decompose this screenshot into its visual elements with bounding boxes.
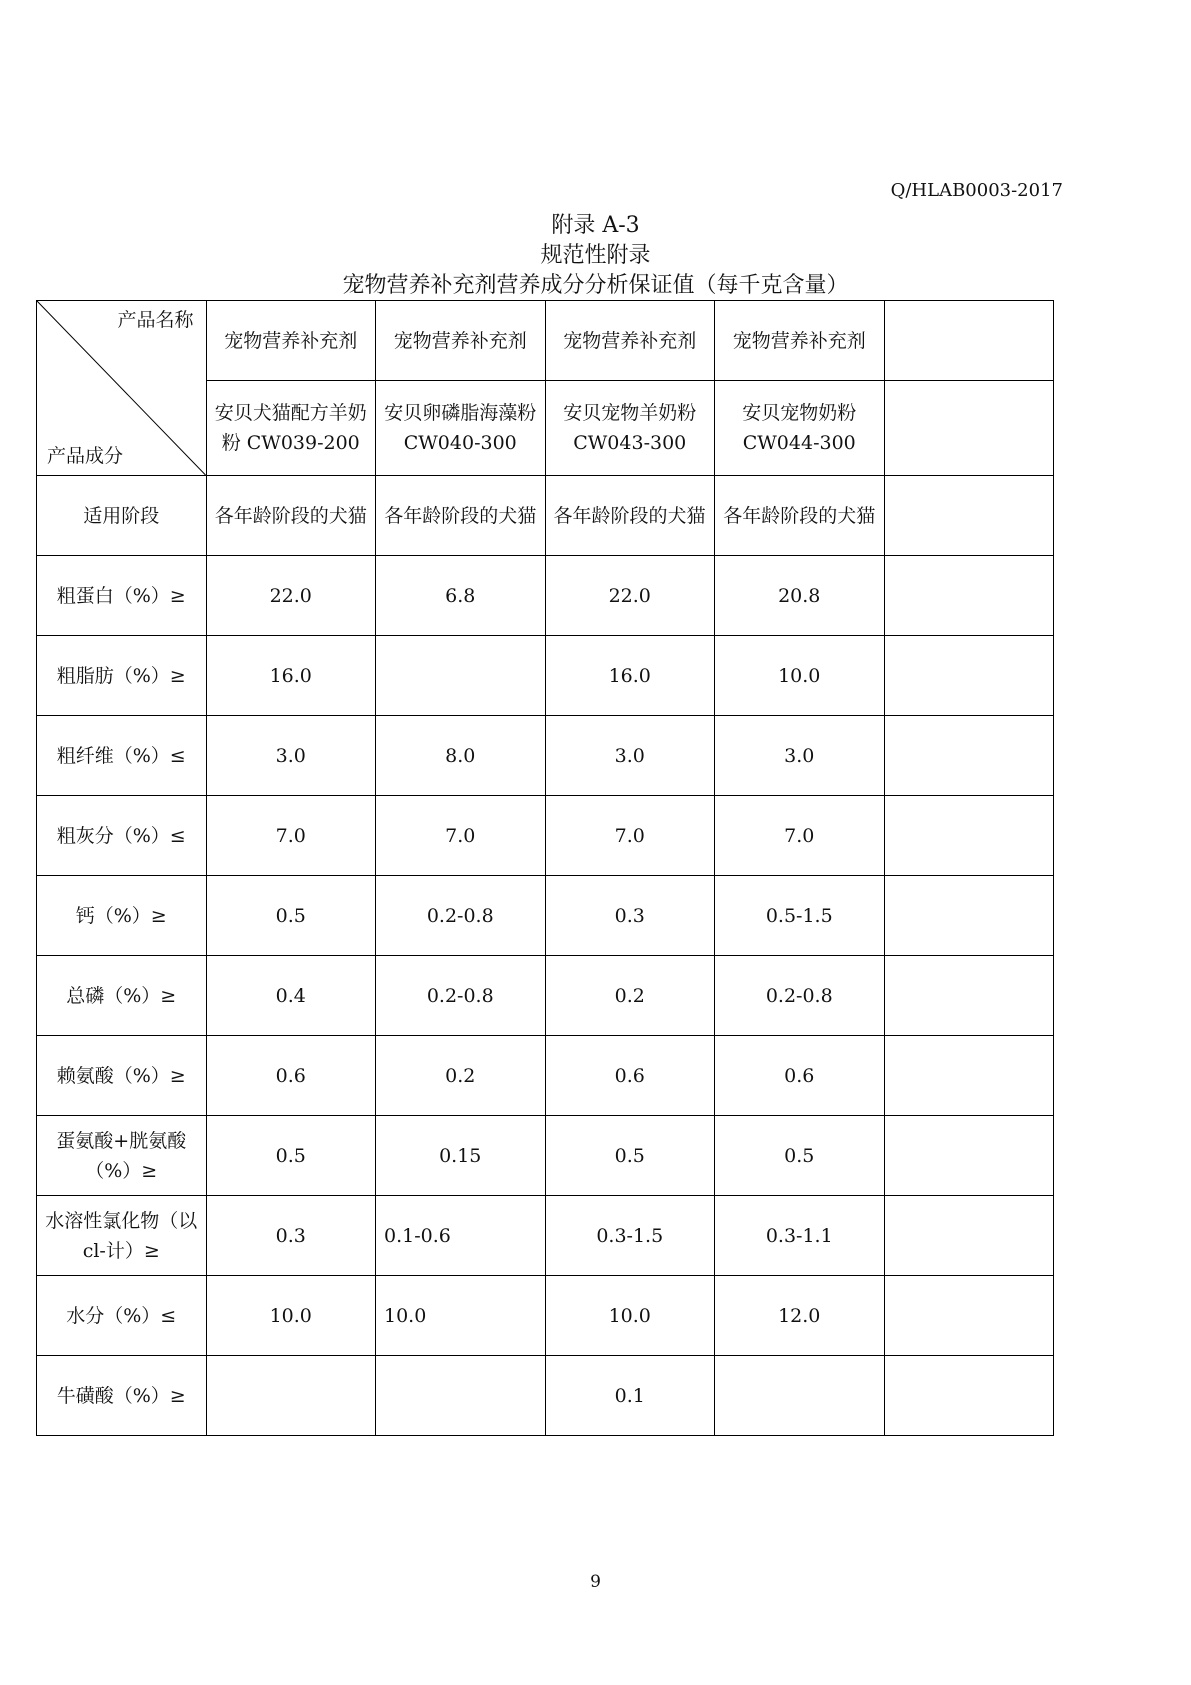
value-cell [884,956,1054,1036]
value-cell: 16.0 [545,636,715,716]
row-label: 水分（%）≤ [37,1276,207,1356]
value-cell: 0.2-0.8 [715,956,885,1036]
value-cell: 0.5-1.5 [715,876,885,956]
table-row [37,716,1054,796]
value-cell [376,1356,546,1436]
product-cell [884,381,1054,476]
value-cell: 3.0 [206,716,376,796]
value-cell: 0.3 [545,876,715,956]
row-label: 粗脂肪（%）≥ [37,636,207,716]
value-cell: 0.4 [206,956,376,1036]
value-cell: 3.0 [545,716,715,796]
value-cell: 0.5 [715,1116,885,1196]
table-row [37,1356,1054,1436]
value-cell: 0.5 [206,876,376,956]
nutrition-table [36,300,1054,1436]
value-cell: 0.2-0.8 [376,876,546,956]
value-cell [884,1276,1054,1356]
value-cell: 7.0 [545,796,715,876]
value-cell [376,636,546,716]
value-cell: 0.3 [206,1196,376,1276]
value-cell: 0.2-0.8 [376,956,546,1036]
value-cell: 0.2 [376,1036,546,1116]
table-row [37,636,1054,716]
stage-cell [884,476,1054,556]
value-cell: 7.0 [206,796,376,876]
value-cell: 22.0 [206,556,376,636]
stage-cell: 各年龄阶段的犬猫 [376,476,546,556]
value-cell [884,1196,1054,1276]
value-cell: 10.0 [206,1276,376,1356]
row-label: 赖氨酸（%）≥ [37,1036,207,1116]
product-cell: 安贝宠物奶粉 CW044-300 [715,381,885,476]
value-cell: 20.8 [715,556,885,636]
corner-label-ingredient: 产品成分 [47,445,124,467]
appendix-subtitle: 规范性附录 [540,243,651,268]
table-row [37,1116,1054,1196]
value-cell: 0.3-1.5 [545,1196,715,1276]
value-cell [884,556,1054,636]
value-cell: 10.0 [545,1276,715,1356]
value-cell: 0.6 [715,1036,885,1116]
value-cell: 0.1-0.6 [376,1196,546,1276]
corner-header-cell [37,301,207,476]
table-row [37,956,1054,1036]
corner-label-product-name: 产品名称 [117,309,194,331]
category-cell: 宠物营养补充剂 [715,301,885,381]
value-cell: 0.2 [545,956,715,1036]
product-cell: 安贝犬猫配方羊奶粉 CW039-200 [206,381,376,476]
value-cell [884,876,1054,956]
value-cell: 7.0 [715,796,885,876]
table-row [37,556,1054,636]
value-cell: 7.0 [376,796,546,876]
value-cell: 0.5 [206,1116,376,1196]
product-cell: 安贝卵磷脂海藻粉 CW040-300 [376,381,546,476]
page-number: 9 [590,1572,601,1592]
table-row [37,1276,1054,1356]
table-row [37,876,1054,956]
value-cell: 22.0 [545,556,715,636]
row-label: 蛋氨酸+胱氨酸（%）≥ [37,1116,207,1196]
value-cell [206,1356,376,1436]
table-title: 宠物营养补充剂营养成分分析保证值（每千克含量） [342,273,849,298]
row-label: 牛磺酸（%）≥ [37,1356,207,1436]
stage-cell: 各年龄阶段的犬猫 [545,476,715,556]
appendix-label: 附录 A-3 [551,213,640,238]
value-cell: 3.0 [715,716,885,796]
value-cell: 16.0 [206,636,376,716]
table-row [37,796,1054,876]
value-cell: 12.0 [715,1276,885,1356]
value-cell: 0.15 [376,1116,546,1196]
value-cell [884,1356,1054,1436]
table-row [37,1036,1054,1116]
category-cell: 宠物营养补充剂 [545,301,715,381]
value-cell [884,716,1054,796]
value-cell [884,636,1054,716]
category-cell: 宠物营养补充剂 [376,301,546,381]
row-label: 粗灰分（%）≤ [37,796,207,876]
row-label: 水溶性氯化物（以 cl-计）≥ [37,1196,207,1276]
product-cell: 安贝宠物羊奶粉 CW043-300 [545,381,715,476]
value-cell [884,1116,1054,1196]
value-cell: 10.0 [376,1276,546,1356]
value-cell: 0.6 [206,1036,376,1116]
value-cell [884,796,1054,876]
document-code: Q/HLAB0003-2017 [890,180,1063,201]
row-label: 粗蛋白（%）≥ [37,556,207,636]
category-cell: 宠物营养补充剂 [206,301,376,381]
value-cell [715,1356,885,1436]
category-cell [884,301,1054,381]
row-label: 钙（%）≥ [37,876,207,956]
value-cell: 8.0 [376,716,546,796]
value-cell [884,1036,1054,1116]
stage-cell: 各年龄阶段的犬猫 [206,476,376,556]
value-cell: 0.1 [545,1356,715,1436]
stage-cell: 各年龄阶段的犬猫 [715,476,885,556]
value-cell: 10.0 [715,636,885,716]
value-cell: 0.3-1.1 [715,1196,885,1276]
row-label: 总磷（%）≥ [37,956,207,1036]
value-cell: 0.5 [545,1116,715,1196]
value-cell: 6.8 [376,556,546,636]
row-label: 粗纤维（%）≤ [37,716,207,796]
value-cell: 0.6 [545,1036,715,1116]
table-row [37,1196,1054,1276]
stage-label: 适用阶段 [37,476,207,556]
